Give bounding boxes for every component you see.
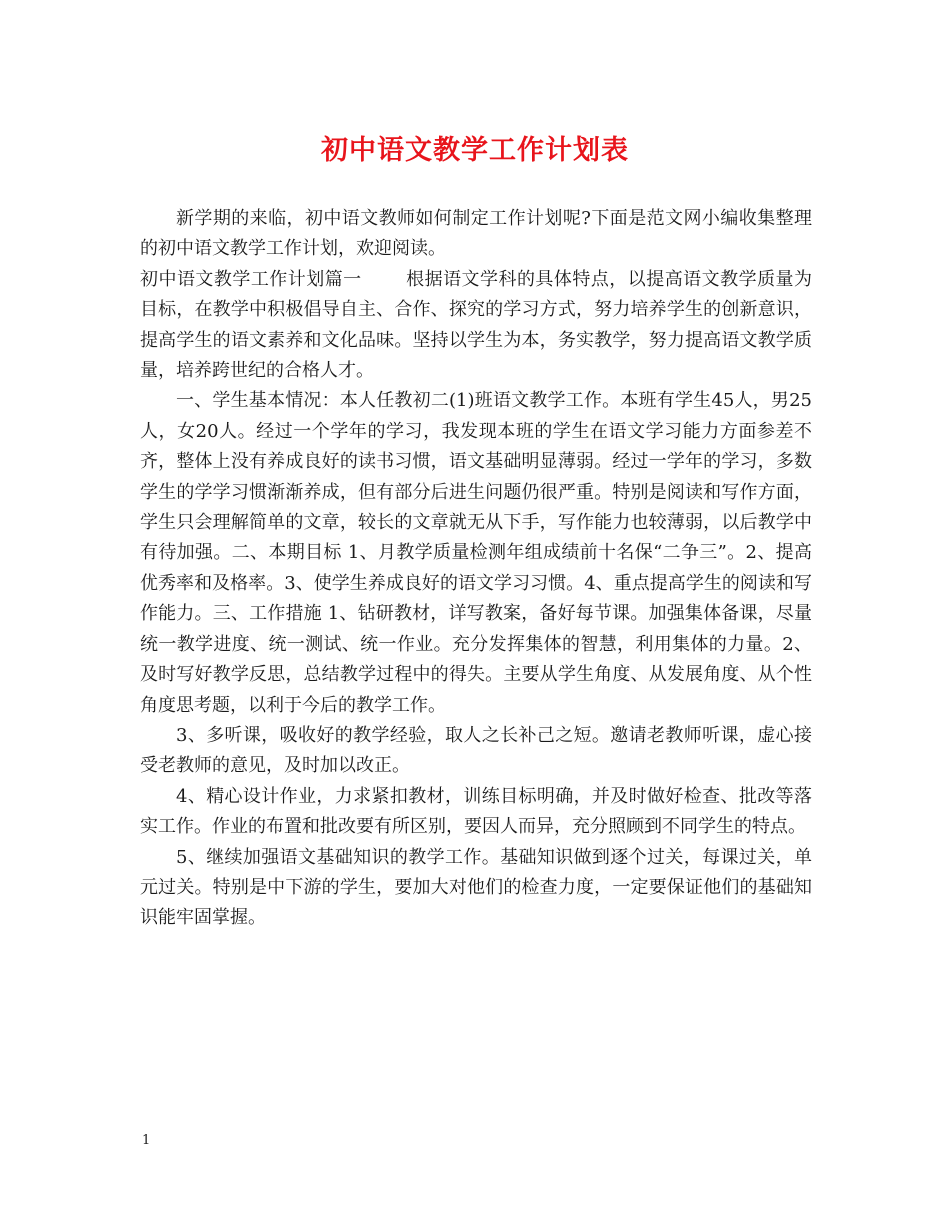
page-number: 1	[142, 1133, 151, 1148]
body-paragraph-3: 4、精心设计作业，力求紧扣教材，训练目标明确，并及时做好检查、批改等落实工作。作业的布置和批改要有所区别，要因人而异，充分照顾到不同学生的特点。	[140, 785, 812, 838]
section-body: 根据语文学科的具体特点，以提高语文教学质量为目标，在教学中积极倡导自主、合作、探究的学习方式，努力培养学生的创新意识，提高学生的语文素养和文化品味。坚持以学生为本，务实教学，努力提高语文教学质量，培养跨世纪的合格人才。	[140, 268, 813, 382]
document-body	[140, 204, 812, 934]
body-paragraph-4: 5、继续加强语文基础知识的教学工作。基础知识做到逐个过关，每课过关，单元过关。特别是中下游的学生，要加大对他们的检查力度，一定要保证他们的基础知识能牢固掌握。	[140, 846, 812, 929]
body-paragraph-1: 一、学生基本情况：本人任教初二(1)班语文教学工作。本班有学生45人，男25人，女20人。经过一个学年的学习，我发现本班的学生在语文学习能力方面参差不齐，整体上没有养成良好的读书习惯，语文基础明显薄弱。经过一学年的学习，多数学生的学学习惯渐渐养成，但有部分后进生问题仍很严重。特别是阅读和写作方面，学生只会理解简单的文章，较长的文章就无从下手，写作能力也较薄弱，以后教学中有待加强。二、本期目标 1、月教学质量检测年组成绩前十名保“二争三”。2、提高优秀率和及格率。3、使学生养成良好的语文学习习惯。4、重点提高学生的阅读和写作能力。三、工作措施 1、钻研教材，详写教案，备好每节课。加强集体备课，尽量统一教学进度、统一测试、统一作业。充分发挥集体的智慧，利用集体的力量。2、及时写好教学反思，总结教学过程中的得失。主要从学生角度、从发展角度、从个性角度思考题，以利于今后的教学工作。	[140, 390, 812, 716]
section-paragraph	[140, 265, 812, 387]
section-heading: 初中语文教学工作计划篇一	[140, 268, 362, 290]
body-paragraph-2: 3、多听课，吸收好的教学经验，取人之长补己之短。邀请老教师听课，虚心接受老教师的意见，及时加以改正。	[140, 724, 812, 777]
page-title: 初中语文教学工作计划表	[321, 135, 629, 166]
intro-paragraph: 新学期的来临，初中语文教师如何制定工作计划呢?下面是范文网小编收集整理的初中语文教学工作计划，欢迎阅读。	[140, 208, 812, 260]
